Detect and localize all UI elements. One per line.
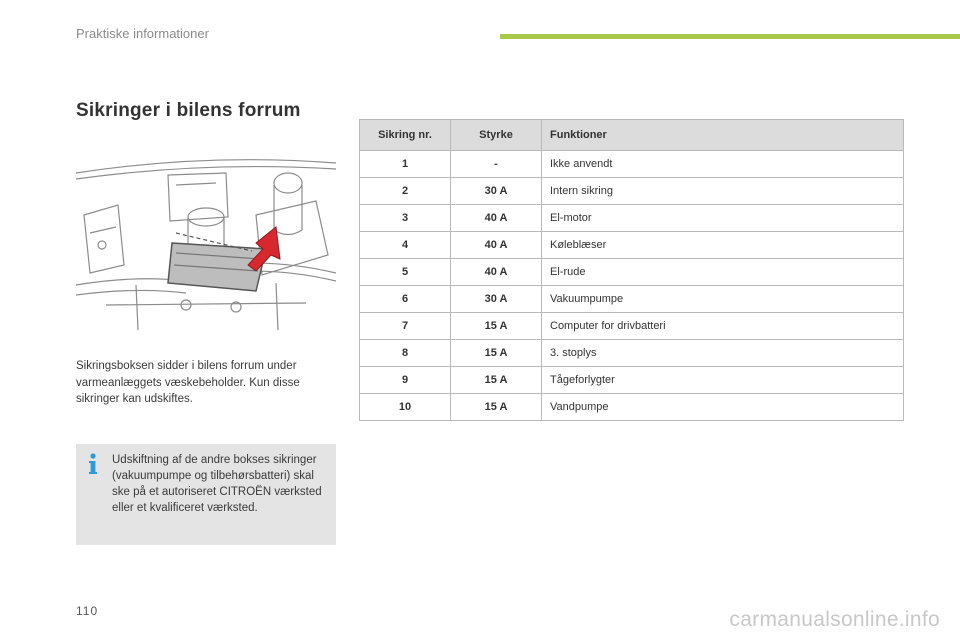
pointer-arrow-icon xyxy=(244,225,284,271)
fuse-function: Vandpumpe xyxy=(542,394,904,421)
section-label: Praktiske informationer xyxy=(76,26,209,41)
fuse-number: 8 xyxy=(360,340,451,367)
table-row xyxy=(360,313,904,340)
fuse-rating: - xyxy=(451,151,542,178)
fuse-rating: 15 A xyxy=(451,340,542,367)
table-row xyxy=(360,151,904,178)
table-row xyxy=(360,259,904,286)
fuse-number: 9 xyxy=(360,367,451,394)
page-number: 110 xyxy=(76,604,99,618)
fuse-number: 3 xyxy=(360,205,451,232)
table-row xyxy=(360,232,904,259)
info-icon xyxy=(86,452,100,476)
fuse-rating: 30 A xyxy=(451,178,542,205)
table-row xyxy=(360,340,904,367)
fuse-function: Ikke anvendt xyxy=(542,151,904,178)
watermark-text[interactable]: carmanualsonline.info xyxy=(729,608,940,631)
column-header-rating: Styrke xyxy=(451,120,542,151)
page-title: Sikringer i bilens forrum xyxy=(76,100,301,121)
fuse-rating: 40 A xyxy=(451,232,542,259)
intro-text: Sikringsboksen sidder i bilens forrum under varmeanlæggets væskebeholder. Kun disse sikringer kan udskiftes. xyxy=(76,360,300,405)
fuse-number: 5 xyxy=(360,259,451,286)
fuse-number: 1 xyxy=(360,151,451,178)
fuse-function: 3. stoplys xyxy=(542,340,904,367)
fuse-function: Intern sikring xyxy=(542,178,904,205)
fuse-function: Tågeforlygter xyxy=(542,367,904,394)
engine-bay-illustration xyxy=(76,155,336,330)
table-header-row xyxy=(360,120,904,151)
fuse-number: 10 xyxy=(360,394,451,421)
notice-text: Udskiftning af de andre bokses sikringer (vakuumpumpe og tilbehørsbatteri) skal ske på et autoriseret CITROËN værksted eller et kvalificeret værksted. xyxy=(112,454,322,514)
fuse-number: 4 xyxy=(360,232,451,259)
fuse-function: El-rude xyxy=(542,259,904,286)
fuse-number: 7 xyxy=(360,313,451,340)
notice-box xyxy=(76,444,336,545)
table-row xyxy=(360,205,904,232)
column-header-fuse-number: Sikring nr. xyxy=(360,120,451,151)
table-row xyxy=(360,394,904,421)
fuse-function: El-motor xyxy=(542,205,904,232)
fuse-table xyxy=(359,119,904,421)
section-accent-bar xyxy=(500,34,960,39)
fuse-rating: 15 A xyxy=(451,367,542,394)
fuse-function: Vakuumpumpe xyxy=(542,286,904,313)
fuse-number: 6 xyxy=(360,286,451,313)
column-header-functions: Funktioner xyxy=(542,120,904,151)
fuse-rating: 40 A xyxy=(451,205,542,232)
fuse-rating: 30 A xyxy=(451,286,542,313)
table-row xyxy=(360,178,904,205)
fuse-rating: 15 A xyxy=(451,313,542,340)
fuse-function: Køleblæser xyxy=(542,232,904,259)
table-row xyxy=(360,367,904,394)
fuse-number: 2 xyxy=(360,178,451,205)
fuse-rating: 40 A xyxy=(451,259,542,286)
fuse-rating: 15 A xyxy=(451,394,542,421)
fuse-function: Computer for drivbatteri xyxy=(542,313,904,340)
table-row xyxy=(360,286,904,313)
